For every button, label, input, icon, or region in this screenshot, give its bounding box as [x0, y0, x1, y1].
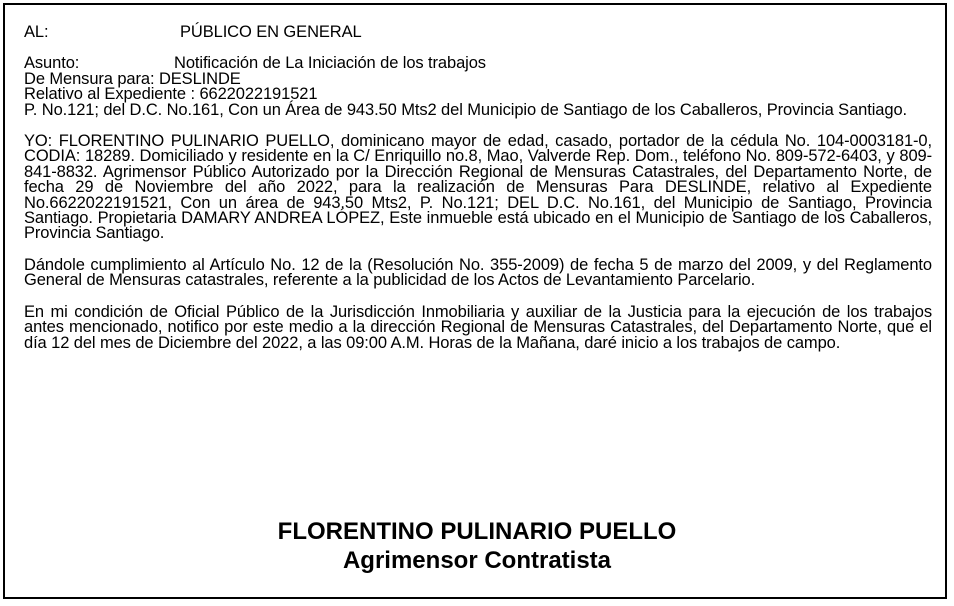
recipient-label: AL:: [24, 23, 49, 41]
notification-paragraph: En mi condición de Oficial Público de la Jurisdicción Inmobiliaria y auxiliar de la Justicia para la ejecución de los trabajos antes mencionado, notifico por este medio a la dirección Regional de Mensuras Catastrales, del Departamento Norte, que el día 12 del mes de Diciembre del 2022, a las 09:00 A.M. Horas de la Mañana, daré inicio a los trabajos de campo.: [24, 302, 932, 352]
survey-type-line: De Mensura para: DESLINDE: [24, 69, 241, 88]
signature-block: [5, 517, 949, 575]
notice-frame: [3, 3, 947, 599]
notice-body: [24, 25, 932, 351]
compliance-paragraph: Dándole cumplimiento al Artículo No. 12 de la (Resolución No. 355-2009) de fecha 5 de marzo del 2009, y del Reglamento General de Mensuras catastrales, referente a la publicidad de los Actos de Levantamiento Parcelario.: [24, 255, 932, 290]
signature-title: Agrimensor Contratista: [342, 547, 612, 574]
signature-name: FLORENTINO PULINARIO PUELLO: [277, 518, 677, 545]
file-number-line: Relativo al Expediente : 6622022191521: [24, 85, 318, 104]
parcel-line: P. No.121; del D.C. No.161, Con un Área de 943.50 Mts2 del Municipio de Santiago de los Caballeros, Provincia Santiago.: [24, 100, 908, 119]
subject-label: Asunto:: [24, 54, 80, 73]
subject-value: Notificación de La Iniciación de los trabajos: [174, 54, 486, 73]
recipient-line: [24, 25, 932, 40]
declaration-paragraph: YO: FLORENTINO PULINARIO PUELLO, dominicano mayor de edad, casado, portador de la cédula No. 104-0003181-0, CODIA: 18289. Domiciliado y residente en la C/ Enriquillo no.8, Mao, Valverde Rep. Dom., teléfono No. 809-572-6403, y 809-841-8832. Agrimensor Público Autorizado por la Dirección Regional de Mensuras Catastrales, del Departamento Norte, de fecha 29 de Noviembre del año 2022, para la realización de Mensuras Para DESLINDE, relativo al Expediente No.6622022191521, Con un área de 943.50 Mts2, P. No.121; DEL D.C. No.161, del Municipio de Santiago, Provincia Santiago. Propietaria DAMARY ANDREA LÓPEZ, Este inmueble está ubicado en el Municipio de Santiago de los Caballeros, Provincia Santiago.: [24, 132, 932, 243]
recipient-value: PÚBLICO EN GENERAL: [180, 23, 362, 41]
